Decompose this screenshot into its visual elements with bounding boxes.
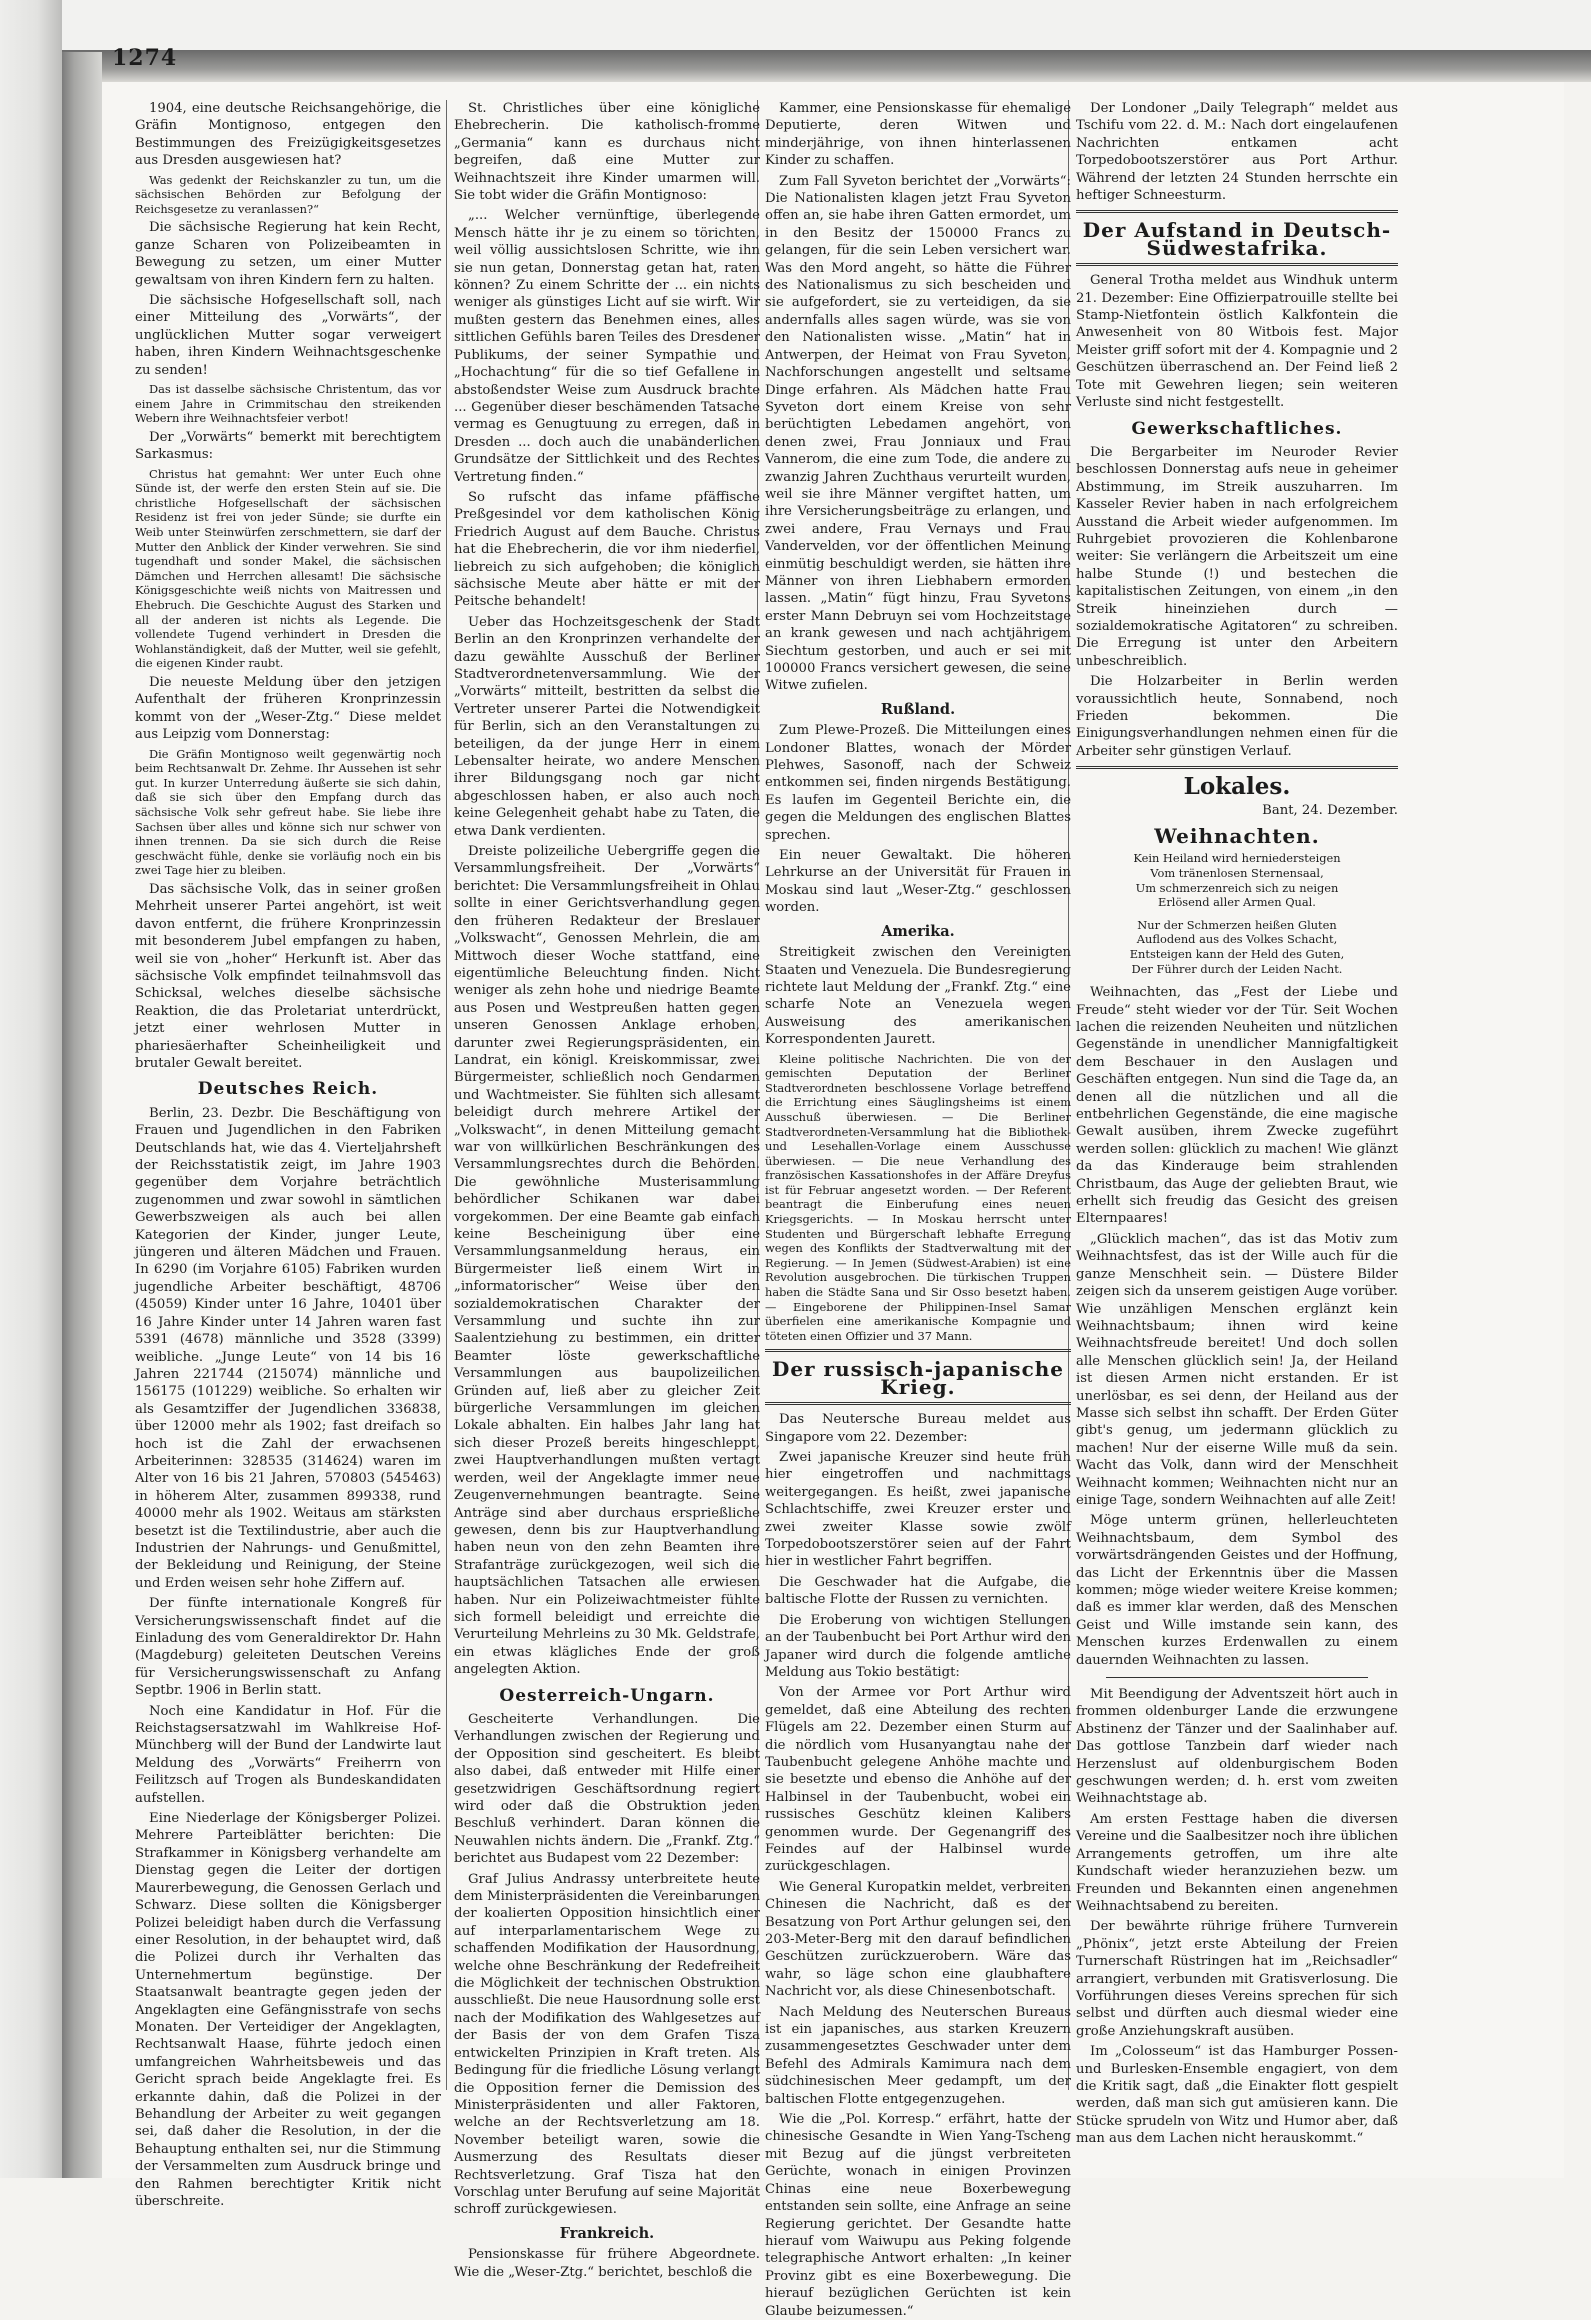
article-paragraph: Streitigkeit zwischen den Vereinigten Staaten und Venezuela. Die Bundesregierung richtete laut Meldung der „Frankf. Ztg.“ eine scharfe Note an Venezuela wegen Ausweisung des amerikanischen Korrespondenten Jaurett. bbox=[765, 945, 1071, 1048]
book-binding-edge bbox=[62, 52, 102, 2178]
section-heading: Gewerkschaftliches. bbox=[1131, 418, 1343, 439]
article-paragraph: Weihnachten, das „Fest der Liebe und Freude“ steht wieder vor der Tür. Seit Wochen lachen die reizenden Neuheiten und nützlichen Gegenstände in unendlicher Mannigfaltigkeit dem Beschauer in den Auslagen und Geschäften entgegen. Nun sind die Tage da, an denen all die nützlichen und all die entbehrlichen Gegenstände, die eine magische Gewalt ausüben, ihrem Zwecke zugeführt werden sollen: glücklich zu machen! Wie glänzt da das Kinderauge beim strahlenden Christbaum, das Auge der geliebten Braut, wie erhellt sich freudig das Gesicht des greisen Elternpaares! bbox=[1076, 985, 1398, 1227]
article-paragraph: Die sächsische Regierung hat kein Recht, ganze Scharen von Polizeibeamten in Bewegung zu setzen, um einer Mutter gewaltsam von ihren Kindern fern zu halten. bbox=[135, 220, 441, 288]
article-paragraph: „Glücklich machen“, das ist das Motiv zum Weihnachtsfest, das ist der Wille auch für die ganze Menschheit sein. — Düstere Bilder zeigen sich da unserem geistigen Auge vorüber. Wie unzähligen Menschen erglänzt kein Weihnachtsbaum; ihnen wird keine Weihnachtsfreude bereitet! Und doch sollen alle Menschen glücklich sein! Ja, der Heiland ist diesen Armen nicht erstanden. Er ist unerlösbar, es sei denn, der Heiland aus der Masse sich selbst ihn schafft. Der Erden Güter gibt's genug, um jedermann glücklich zu machen! Nur der eiserne Wille muß da sein. Wacht das Volk, dann wird der Menschheit Weihnacht kommen; Weihnachten nicht nur an einige Tage, sondern Weihnachten auf alle Zeit! bbox=[1076, 1231, 1398, 1508]
article-paragraph: Eine Niederlage der Königsberger Polizei. Mehrere Parteiblätter berichten: Die Strafkammer in Königsberg verhandelte am Dienstag gegen die Leiter der dortigen Maurerbewegung, die Genossen Gerlach und Schwarz. Diese sollten die Königsberger Polizei beleidigt haben durch die Verfassung einer Resolution, in der behauptet wird, daß die Polizei durch ihr Verhalten das Unternehmertum begünstige. Der Staatsanwalt beantragte gegen jeden der Angeklagten eine Gefängnisstrafe von sechs Monaten. Der Verteidiger der Angeklagten, Rechtsanwalt Haase, führte jedoch einen umfangreichen Wahrheitsbeweis und das Gericht sprach beide Angeklagte frei. Es erkannte dahin, daß die Polizei in der Behandlung der Arbeiter zu weit gegangen sei, daß daher die Resolution, in der die Behauptung enthalten sei, nur die Stimmung der Versammelten zum Ausdruck bringe und den Rahmen berechtigter Kritik nicht überschreite. bbox=[135, 1811, 441, 2209]
article-paragraph: Von der Armee vor Port Arthur wird gemeldet, daß eine Abteilung des rechten Flügels am 22. Dezember einen Sturm auf die nördlich vom Husanyangtau nahe der Taubenbucht gelegene Anhöhe machte und sie besetzte und ebenso die Anhöhe auf der Halbinsel in der Taubenbucht, wobei ein russisches Geschütz kleinen Kalibers genommen wurde. Der Gegenangriff des Feindes auf der Halbinsel wurde zurückgeschlagen. bbox=[765, 1685, 1071, 1875]
poem-stanza: Kein Heiland wird herniedersteigen Vom tränenlosen Sternensaal, Um schmerzenreich sich zu neigen Erlösend aller Armen Qual. bbox=[1133, 851, 1341, 910]
article-paragraph: Im „Colosseum“ ist das Hamburger Possen- und Burlesken-Ensemble engagiert, von dem die Kritik sagt, daß „die Einakter flott gespielt werden, daß man sich gut amüsieren kann. Die Stücke sprudeln von Witz und Humor aber, daß man aus dem Lachen nicht herauskommt.“ bbox=[1076, 2044, 1398, 2147]
section-divider bbox=[765, 1349, 1071, 1352]
article-paragraph: Wie die „Pol. Korresp.“ erfährt, hatte der chinesische Gesandte in Wien Yang-Tscheng mit Bezug auf die jüngst verbreiteten Gerüchte, wonach in einigen Provinzen Chinas eine neue Boxerbewegung entstanden sein sollte, eine Anfrage an seine Regierung gerichtet. Der Gesandte hatte hierauf vom Waiwupu aus Peking folgende telegraphische Antwort erhalten: „In keiner Provinz gibt es eine Boxerbewegung. Die hierauf bezüglichen Gerüchten ist kein Glaube beizumessen.“ bbox=[765, 2112, 1071, 2319]
article-paragraph: Möge unterm grünen, hellerleuchteten Weihnachtsbaum, dem Symbol des vorwärtsdrängenden Geistes und der Hoffnung, das Licht der Erkenntnis über die Massen kommen; möge wieder weitere Kreise kommen; daß es immer klar werden, daß des Menschen Geist und Wille imstande sein kann, des Menschen kurzes Erdenwallen zu einem dauernden Weihnachten zu lassen. bbox=[1076, 1513, 1398, 1668]
article-paragraph: Ein neuer Gewaltakt. Die höheren Lehrkurse an der Universität für Frauen in Moskau sind laut „Weser-Ztg.“ geschlossen worden. bbox=[765, 848, 1071, 916]
article-paragraph: Zum Plewe-Prozeß. Die Mitteilungen eines Londoner Blattes, wonach der Mörder Plehwes, Sasonoff, nach der Schweiz entkommen sei, finden nirgends Bestätigung. Es laufen im Gegenteil Berichte ein, die gegen die Meldungen des englischen Blattes sprechen. bbox=[765, 723, 1071, 843]
article-paragraph: Das Neutersche Bureau meldet aus Singapore vom 22. Dezember: bbox=[765, 1412, 1071, 1445]
scan-top-margin bbox=[0, 0, 1591, 50]
section-heading: Oesterreich-Ungarn. bbox=[499, 1685, 715, 1706]
article-paragraph: Kammer, eine Pensionskasse für ehemalige Deputierte, deren Witwen und minderjährige, von ihnen hinterlassenen Kinder zu schaffen. bbox=[765, 101, 1071, 169]
section-heading: Frankreich. bbox=[559, 2224, 655, 2242]
article-paragraph: Zum Fall Syveton berichtet der „Vorwärts“: Die Nationalisten klagen jetzt Frau Syveton offen an, sie habe ihren Gatten ermordet, um in den Besitz der 150000 Francs zu gelangen, für die sein Leben versichert war. Was den Mord angeht, so hätte die Führer des Nationalismus zu sich bescheiden und sie aufgefordert, sie zu verteidigen, da sie andernfalls alles sagen würde, was sie von den Nationalisten wisse. „Matin“ hat in Antwerpen, der Heimat von Frau Syveton, Nachforschungen angestellt und seltsame Dinge erfahren. Als Mädchen hatte Frau Syveton dort einem Kreise von sehr berüchtigten Lebedamen angehört, von denen zwei, Frau Jonniaux und Frau Vannerom, die eine zum Tode, die andere zu zwanzig Jahren Zuchthaus verurteilt wurden, weil sie ihre Männer vergiftet hatten, um ihre Versicherungsbeiträge zu erlangen, und zwei andere, Frau Vernays und Frau Vandervelden, vor der öffentlichen Meinung einmütig beschuldigt werden, sie hätten ihre Männer von ihren Liebhabern ermorden lassen. „Matin“ fügt hinzu, Frau Syvetons erster Mann Debruyn sei vom Hochzeitstage an krank gewesen und nach achtjährigem Siechtum gestorben, und auch er sei mit 100000 Francs versichert gewesen, die seine Witwe zufielen. bbox=[765, 173, 1071, 694]
article-paragraph: Dreiste polizeiliche Uebergriffe gegen die Versammlungsfreiheit. Der „Vorwärts“ berichtet: Die Versammlungsfreiheit in Ohlau sollte in einer Gerichtsverhandlung gegen den früheren Redakteur der Breslauer „Volkswacht“, Genossen Mehrlein, die am Mittwoch dieser Woche stattfand, eine eigentümliche Beleuchtung finden. Nicht weniger als zehn hohe und niedrige Beamte aus Posen und Westpreußen hatten gegen unseren Genossen Anklage erhoben, darunter zwei Regierungspräsidenten, ein Landrat, ein königl. Kreiskommissar, zwei Bürgermeister, schließlich noch Gendarmen und Wachtmeister. Sie fühlten sich allesamt beleidigt durch mehrere Artikel der „Volkswacht“, in denen Mitteilung gemacht war von willkürlichen Beschränkungen des Versammlungsrechtes durch die Behörden. Die gewöhnliche Musterisammlung behördlicher Schikanen war dabei vorgekommen. Der eine Beamte gab einfach keine Bescheinigung über eine Versammlungsanmeldung heraus, ein Bürgermeister ließ einem Wirt in „informatorischer“ Weise über den sozialdemokratischen Charakter der Versammlung und suchte ihn zur Saalentziehung zu bestimmen, ein dritter Beamter löste gewerkschaftliche Versammlungen aus baupolizeilichen Gründen auf, ließ aber zu gleicher Zeit bürgerliche Versammlungen im gleichen Lokale abhalten. Ein halbes Jahr lang hat sich dieser Prozeß bereits hingeschleppt, zwei Hauptverhandlungen mußten vertagt werden, weil der Angeklagte immer neue Zeugenvernehmungen beantragte. Seine Anträge sind aber durchaus ersprießliche gewesen, denn bis zur Hauptverhandlung haben neun von den zehn Beamten ihre Strafanträge zurückgezogen, weil sich die hauptsächlichen Tatsachen alle erwiesen haben. Nur ein Polizeiwachtmeister fühlte sich formell beleidigt und erreichte die Verurteilung Mehrleins zu 30 Mk. Geldstrafe, ein etwas klägliches Ende der groß angelegten Aktion. bbox=[454, 844, 760, 1678]
quote-paragraph: Die Gräfin Montignoso weilt gegenwärtig noch beim Rechtsanwalt Dr. Zehme. Ihr Aussehen ist sehr gut. In kurzer Unterredung äußerte sie sich dahin, daß sie sich über den Empfang durch das sächsische Volk sehr gefreut habe. Sie liebe ihre Sachsen über alles und könne sich nur schwer von ihnen trennen. Da sie sich durch die Reise geschwächt fühle, denke sie vorläufig noch ein bis zwei Tage hier zu bleiben. bbox=[135, 746, 441, 878]
section-divider bbox=[1076, 210, 1398, 213]
column-1 bbox=[135, 100, 441, 2209]
article-paragraph: Ueber das Hochzeitsgeschenk der Stadt Berlin an den Kronprinzen verhandelte der dazu gewählte Ausschuß der Berliner Stadtverordnetenversammlung. Wie der „Vorwärts“ mitteilt, bestritten da selbst die Vertreter unserer Partei die Notwendigkeit für Berlin, sich an den Veranstaltungen zu beteiligen, da der junge Herr in einem Lebensalter heirate, wo andere Menschen ihrer Bildungsgang noch gar nicht abgeschlossen haben, er also auch noch keine Gelegenheit gehabt habe zu Taten, die etwa Dank verdienten. bbox=[454, 614, 760, 839]
article-heading: Weihnachten. bbox=[1154, 824, 1320, 849]
article-paragraph: Zwei japanische Kreuzer sind heute früh hier eingetroffen und nachmittags weitergegangen. Es heißt, zwei japanische Schlachtschiffe, zwei Kreuzer erster und zwei zweiter Klasse sowie zwölf Torpedobootszerstörer seien auf der Fahrt hier in westlicher Fahrt begriffen. bbox=[765, 1450, 1071, 1570]
article-paragraph: Was gedenkt der Reichskanzler zu tun, um die sächsischen Behörden zur Befolgung der Reichsgesetze zu veranlassen?“ bbox=[135, 172, 441, 216]
article-paragraph: Wie General Kuropatkin meldet, verbreiten Chinesen die Nachricht, daß es der Besatzung von Port Arthur gelungen sei, den 203-Meter-Berg mit den darauf befindlichen Geschützen zurückzuerobern. Wäre das wahr, so läge schon eine glaubhaftere Nachricht vor, als diese Chinesenbotschaft. bbox=[765, 1879, 1071, 2000]
article-paragraph: Der „Vorwärts“ bemerkt mit berechtigtem Sarkasmus: bbox=[135, 429, 441, 463]
article-paragraph: Die neueste Meldung über den jetzigen Aufenthalt der früheren Kronprinzessin kommt von der „Weser-Ztg.“ Diese meldet aus Leipzig vom Donnerstag: bbox=[135, 674, 441, 743]
section-divider bbox=[1106, 1677, 1368, 1678]
book-binding-top bbox=[62, 50, 1591, 82]
section-heading: Amerika. bbox=[881, 922, 955, 940]
column-2 bbox=[454, 100, 760, 2280]
column-4 bbox=[1076, 100, 1398, 2147]
poem-stanza: Nur der Schmerzen heißen Gluten Auflodend aus des Volkes Schacht, Entsteigen kann der Held des Guten, Der Führer durch der Leiden Nacht. bbox=[1129, 917, 1345, 976]
section-heading: Lokales. bbox=[1183, 773, 1291, 801]
article-paragraph: Noch eine Kandidatur in Hof. Für die Reichstagsersatzwahl im Wahlkreise Hof-Münchberg will der Bund der Landwirte laut Meldung des „Vorwärts“ Freiherrn von Feilitzsch auf Trogen als Bundeskandidaten aufstellen. bbox=[135, 1703, 441, 1806]
article-paragraph: Nach Meldung des Neuterschen Bureaus ist ein japanisches, aus starken Kreuzern zusammengesetztes Geschwader unter dem Befehl des Admirals Kamimura nach dem südchinesischen Meer gedampft, um der baltischen Flotte entgegenzugehen. bbox=[765, 2004, 1071, 2107]
section-heading: Rußland. bbox=[880, 700, 956, 718]
article-paragraph: Die Holzarbeiter in Berlin werden voraussichtlich heute, Sonnabend, noch Frieden bekommen. Die Einigungsverhandlungen nehmen einen für die Arbeiter sehr günstigen Verlauf. bbox=[1076, 674, 1398, 759]
dateline: Bant, 24. Dezember. bbox=[1262, 802, 1398, 818]
article-paragraph: Die Eroberung von wichtigen Stellungen an der Taubenbucht bei Port Arthur wird den Japaner wird durch die folgende amtliche Meldung aus Tokio bestätigt: bbox=[765, 1612, 1071, 1680]
page-number: 1274 bbox=[112, 45, 178, 71]
article-paragraph: So rufscht das infame pfäffische Preßgesindel vor dem katholischen König Friedrich August auf dem Bauche. Christus hat die Ehebrecherin, die vor ihm niederfiel, liebreich zu sich aufgehoben; die königlich sächsische Meute aber hätte er mit der Peitsche behandelt! bbox=[454, 489, 760, 610]
section-heading: Deutsches Reich. bbox=[197, 1079, 379, 1100]
article-paragraph: Der Londoner „Daily Telegraph“ meldet aus Tschifu vom 22. d. M.: Nach dort eingelaufenen Nachrichten entkamen acht Torpedobootszerstörer aus Port Arthur. Während der letzten 24 Stunden herrschte ein heftiger Schneesturm. bbox=[1076, 101, 1398, 204]
article-paragraph: General Trotha meldet aus Windhuk unterm 21. Dezember: Eine Offizierpatrouille stellte bei Stamp-Nietfontein östlich Kalkfontein die Anwesenheit von 80 Witbois fest. Major Meister griff sofort mit der 4. Kompagnie und 2 Geschützen überraschend an. Der Feind ließ 2 Tote mit Gewehren liegen; sein weiteren Verluste sind nicht festgestellt. bbox=[1076, 273, 1398, 411]
article-paragraph: Graf Julius Andrassy unterbreitete heute dem Ministerpräsidenten die Vereinbarungen der koalierten Opposition hinsichtlich einer auf interparlamentarischem Wege zu schaffenden Modifikation der Hausordnung, welche ohne Beschränkung der Redefreiheit die Möglichkeit der technischen Obstruktion ausschließt. Die neue Hausordnung solle erst nach der Modifikation des Wahlgesetzes auf der Basis der von dem Grafen Tisza entwickelten Prinzipien in Kraft treten. Als Bedingung für die friedliche Lösung verlangt die Opposition ferner die Demission des Ministerpräsidenten und aller Faktoren, welche an der Rechtsverletzung am 18. November beteiligt waren, sowie die Ausmerzung des Resultats dieser Rechtsverletzung. Graf Tisza hat den Vorschlag unter Berufung auf seine Majorität schroff zurückgewiesen. bbox=[454, 1871, 760, 2218]
section-divider bbox=[1076, 263, 1398, 266]
quote-paragraph: „... Welcher vernünftige, überlegende Mensch hätte ihr je zu einem so törichten, weil völlig aussichtslosen Schritte, wie ihn sie nun getan, Donnerstag getan hat, raten können? Zu einem Schritte der ... ein nichts weniger als günstiges Licht auf sie wirft. Wir mußten gestern das Benehmen eines, alles sittlichen Gefühls baren Teiles des Dresdener Publikums, der seiner Sympathie und „Hochachtung“ für die so tief Gefallene in abstoßendster Weise zum Ausdruck brachte ... Gegenüber dieser beschämenden Tatsache vermag es Genugtuung zu erregen, daß in Dresden ... doch auch die unabänderlichen Grundsätze der Sittlichkeit und des Rechtes Vertretung finden.“ bbox=[454, 208, 760, 485]
quote-paragraph: Christus hat gemahnt: Wer unter Euch ohne Sünde ist, der werfe den ersten Stein auf sie. Die christliche Hofgesellschaft der sächsischen Residenz ist frei von jeder Sünde; sie durfte ein Weib unter Steinwürfen zerschmettern, sie darf der Mutter den Anblick der Kinder verwehren. Sie sind tugendhaft und sonder Makel, die sächsischen Dämchen und Herrchen allesamt! Die sächsische Königsgeschichte weiß nichts von Maitressen und Ehebruch. Die Geschichte August des Starken und all der anderen ist nichts als Legende. Die vollendete Tugend verhindert in Dresden die Wohlanständigkeit, daß der Mutter, weil sie gefehlt, die eigenen Kinder raubt. bbox=[135, 466, 441, 671]
section-divider bbox=[1076, 766, 1398, 769]
article-paragraph: 1904, eine deutsche Reichsangehörige, die Gräfin Montignoso, entgegen den Bestimmungen des Freizügigkeitsgesetzes aus Dresden ausgewiesen hat? bbox=[135, 101, 441, 169]
article-paragraph: Das ist dasselbe sächsische Christentum, das vor einem Jahre in Crimmitschau den streikenden Webern ihre Weihnachtsfeier verbot! bbox=[135, 382, 441, 426]
article-paragraph: Pensionskasse für frühere Abgeordnete. Wie die „Weser-Ztg.“ berichtet, beschloß die bbox=[454, 2247, 760, 2280]
article-paragraph: Die Bergarbeiter im Neuroder Revier beschlossen Donnerstag aufs neue in geheimer Abstimmung, im Streik auszuharren. Im Kasseler Revier haben in nach erfolgreichem Ausstand die Arbeit wieder aufgenommen. Im Ruhrgebiet provozieren die Kohlenbarone weiter: Sie verlängern die Arbeitszeit um eine halbe Stunde (!) und bestechen die kapitalistischen Zeitungen, von einem „in den Streik hineinziehen durch — sozialdemokratische Agitatoren“ zu schreiben. Die Erregung ist unter den Arbeitern unbeschreiblich. bbox=[1076, 444, 1398, 669]
article-paragraph: Gescheiterte Verhandlungen. Die Verhandlungen zwischen der Regierung und der Opposition sind gescheitert. Es bleibt also dabei, daß entweder mit Hilfe einer gesetzwidrigen Geschäftsordnung regiert wird oder daß die Obstruktion jeden Beschluß verhindert. Daran können die Neuwahlen nichts ändern. Die „Frankf. Ztg.“ berichtet aus Budapest vom 22 Dezember: bbox=[454, 1711, 760, 1867]
article-paragraph: Berlin, 23. Dezbr. Die Beschäftigung von Frauen und Jugendlichen in den Fabriken Deutschlands hat, wie das 4. Vierteljahrsheft der Reichsstatistik zeigt, im Jahre 1903 gegenüber dem Vorjahre beträchtlich zugenommen und zwar sowohl in sämtlichen Gewerbszweigen als auch bei allen Kategorien der Kinder, junger Leute, jüngeren und älteren Mädchen und Frauen. In 6290 (im Vorjahre 6105) Fabriken wurden jugendliche Arbeiter beschäftigt, 48706 (45059) Kinder unter 16 Jahre, 10401 über 16 Jahre Kinder unter 14 Jahren waren fast 5391 (4678) männliche und 3528 (3399) weibliche. „Junge Leute“ von 14 bis 16 Jahren 221744 (215074) männliche und 156175 (101229) weibliche. So erhalten wir als Gesamtziffer der Jugendlichen 336838, über 12000 mehr als 1902; fast dreifach so hoch ist die Zahl der erwachsenen Arbeiterinnen: 328535 (314624) waren im Alter von 16 bis 21 Jahren, 570803 (545463) in höherem Alter, zusammen 899338, rund 40000 mehr als 1902. Weitaus am stärksten besetzt ist die Textilindustrie, aber auch die Industrien der Nahrungs- und Genußmittel, der Bekleidung und Reinigung, der Steine und Erden weisen sehr hohe Ziffern auf. bbox=[135, 1105, 441, 1591]
article-paragraph: St. Christliches über eine königliche Ehebrecherin. Die katholisch-fromme „Germania“ kann es durchaus nicht begreifen, daß eine Mutter zur Weihnachtszeit ihre Kinder umarmen will. Sie tobt wider die Gräfin Montignoso: bbox=[454, 101, 760, 204]
column-3 bbox=[765, 100, 1071, 2319]
article-paragraph: Am ersten Festtage haben die diversen Vereine und die Saalbesitzer noch ihre üblichen Arrangements getroffen, um ihre alte Kundschaft wieder heranzuziehen bezw. um Freunden und Bekannten einen angenehmen Weihnachtsabend zu bereiten. bbox=[1076, 1811, 1398, 1914]
column-rule bbox=[446, 100, 447, 2090]
article-paragraph: Der bewährte rührige frühere Turnverein „Phönix“, jetzt erste Abteilung der Freien Turnerschaft Rüstringen hat im „Reichsadler“ arrangiert, verbunden mit Gratisverlosung. Die Vorführungen dieses Vereins sprechen für sich selbst und dürften auch diesmal wieder eine große Anziehungskraft ausüben. bbox=[1076, 1919, 1398, 2039]
article-paragraph: Die sächsische Hofgesellschaft soll, nach einer Mitteilung des „Vorwärts“, der unglücklichen Mutter sogar verweigert haben, ihren Kindern Weihnachtsgeschenke zu senden! bbox=[135, 293, 441, 378]
article-paragraph: Die Geschwader hat die Aufgabe, die baltische Flotte der Russen zu vernichten. bbox=[765, 1574, 1071, 1608]
section-heading: Der Aufstand in Deutsch-Südwestafrika. bbox=[1082, 218, 1392, 260]
scan-left-margin bbox=[0, 0, 62, 2178]
article-paragraph: Kleine politische Nachrichten. Die von der gemischten Deputation der Berliner Stadtverordneten beschlossene Vorlage betreffend die Errichtung eines Säuglingsheims ist einem Ausschuß überwiesen. — Die Berliner Stadtverordneten-Versammlung hat die Bibliothek- und Lesehallen-Vorlage einem Ausschusse überwiesen. — Die neue Verhandlung des französischen Kassationshofes in der Affäre Dreyfus ist für Februar angesetzt worden. — Der Referent beantragt die Einberufung eines neuen Kriegsgerichts. — In Moskau herrscht unter Studenten und Bürgerschaft lebhafte Erregung wegen des Konflikts der Stadtverwaltung mit der Regierung. — In Jemen (Südwest-Arabien) ist eine Revolution ausgebrochen. Die türkischen Truppen haben die Städte Sana und Sir Osso besetzt haben. — Eingeborene der Philippinen-Insel Samar überfielen eine amerikanische Kompagnie und töteten einen Offizier und 37 Mann. bbox=[765, 1051, 1071, 1343]
article-paragraph: Das sächsische Volk, das in seiner großen Mehrheit unserer Partei angehört, ist weit davon entfernt, die frühere Kronprinzessin mit besonderem Jubel empfangen zu haben, weil sie von „hoher“ Herkunft ist. Aber das sächsische Volk empfindet teilnahmsvoll das Schicksal, welches dieselbe sächsische Reaktion, die das Proletariat unterdrückt, jetzt einer wehrlosen Mutter in phariesäerhafter Scheinheiligkeit und brutaler Gewalt bereitet. bbox=[135, 881, 441, 1071]
article-paragraph: Der fünfte internationale Kongreß für Versicherungswissenschaft findet auf die Einladung des vom Generaldirektor Dr. Hahn (Magdeburg) geleiteten Deutschen Vereins für Versicherungswissenschaft zu Anfang Septbr. 1906 in Berlin statt. bbox=[135, 1596, 441, 1699]
section-heading: Der russisch-japanische Krieg. bbox=[771, 1357, 1065, 1399]
article-paragraph: Mit Beendigung der Adventszeit hört auch in frommen oldenburger Lande die erzwungene Abstinenz der Tänzer und der Saalinhaber auf. Das gottlose Tanzbein darf wieder nach Herzenslust auf oldenburgischem Boden geschwungen werden; d. h. erst vom zweiten Weihnachtstage ab. bbox=[1076, 1687, 1398, 1807]
section-divider bbox=[765, 1402, 1071, 1405]
